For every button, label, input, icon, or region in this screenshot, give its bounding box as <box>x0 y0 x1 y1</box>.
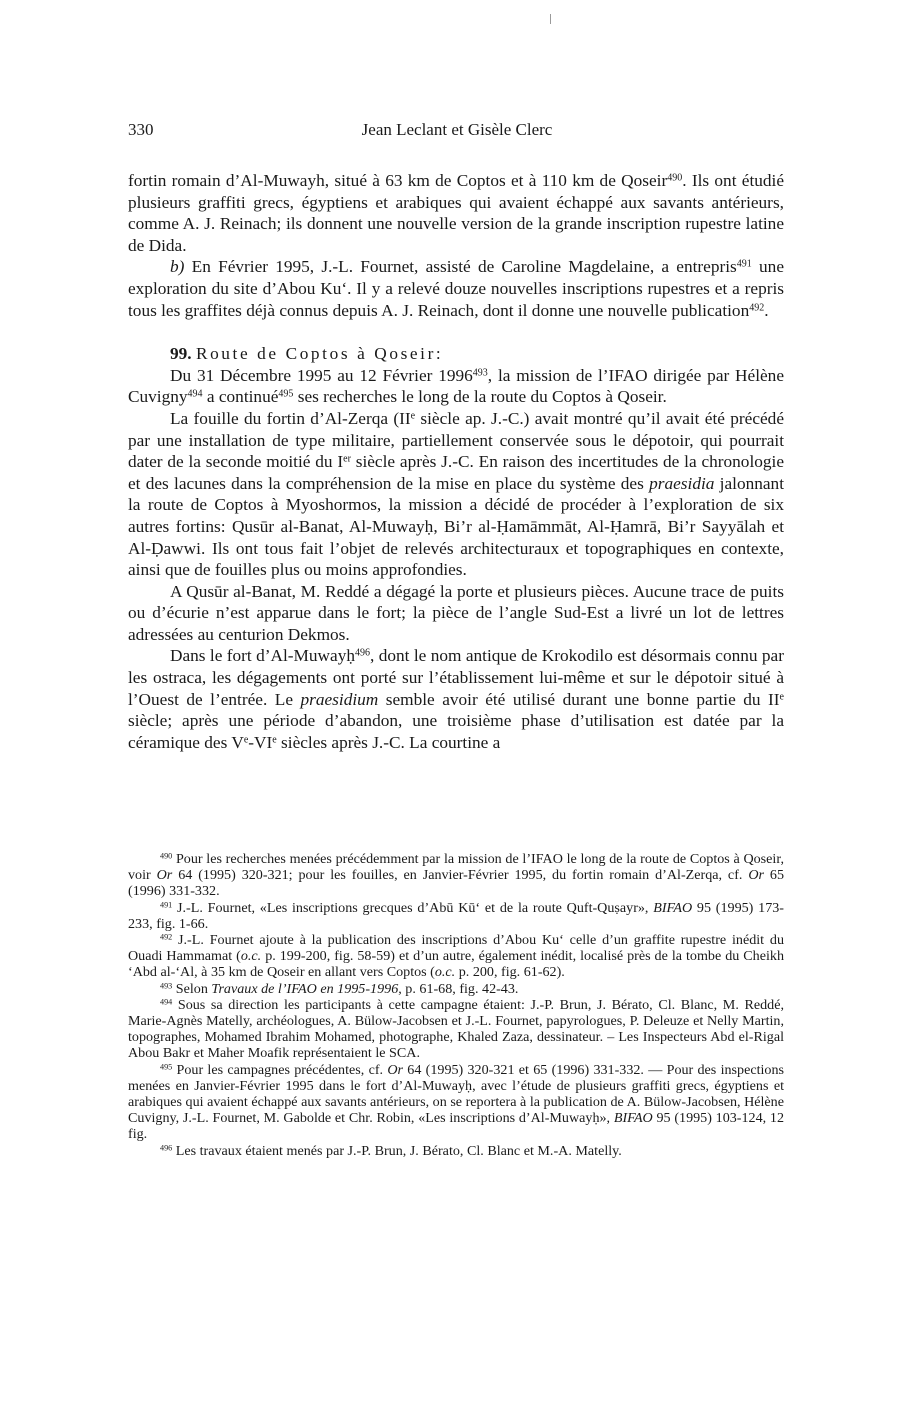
section-number: 99. <box>170 344 192 364</box>
section-title: Route de Coptos à Qoseir: <box>195 344 444 364</box>
page-number: 330 <box>128 120 154 139</box>
footnote-ref-493[interactable]: 493 <box>472 367 488 379</box>
paragraph-2: b) En Février 1995, J.-L. Fournet, assisté de Caroline Magdelaine, a entrepris$^{491}$ une exploration du site d’Abou Ku‘. Il y a relevé douze nouvelles inscriptions rupestres et a repris tous les graffites déjà connus depuis A. J. Reinach, dont il donne une nouvelle publication$^{492}$. <box>128 257 784 320</box>
footnote-ref-496[interactable]: 496 <box>355 647 371 659</box>
item-label-b: b) <box>170 257 185 277</box>
page-header <box>128 120 786 144</box>
footnote-493: $^{493}$ Selon Travaux de l’IFAO en 1995-1996, p. 61-68, fig. 42-43. <box>160 980 519 997</box>
running-head: Jean Leclant et Gisèle Clerc <box>361 120 553 139</box>
paragraph-4: La fouille du fortin d’Al-Zerqa (IIe siècle ap. J.-C.) avait montré qu’il avait été précédé par une installation de type militaire, partiellement conservée sous le dépotoir, qui pourrait dater de la seconde moitié du Ier siècle après J.-C. En raison des incertitudes de la chronologie et des lacunes dans la compréhension de la mise en place du système des praesidia jalonnant la route de Coptos à Myoshormos, la mission a décidé de procéder à l’exploration de six autres fortins: Qusūr al-Banat, Al-Muwayḥ, Bi’r al-Ḥamāmmāt, Al-Ḥamrā, Bi’r Sayyālah et Al-Ḍawwi. Ils ont tous fait l’objet de relevés architecturaux et topographiques en contexte, ainsi que de fouilles plus ou moins approfondies. <box>128 408 785 580</box>
footnote-ref-490[interactable]: 490 <box>667 172 683 184</box>
section-heading <box>128 343 784 365</box>
footnote-492: $^{492}$ J.-L. Fournet ajoute à la publication des inscriptions d’Abou Ku‘ celle d’un graffite rupestre inédit du Ouadi Hammamat (o.c. p. 199-200, fig. 58-59) et d’un autre, également inédit, localisé près de la tombe du Cheikh ‘Abd al-‘Al, à 35 km de Qoseir en allant vers Coptos (o.c. p. 200, fig. 61-62). <box>128 932 784 981</box>
footnote-ref-495[interactable]: 495 <box>278 388 294 400</box>
footnote-496: $^{496}$ Les travaux étaient menés par J.-P. Brun, J. Bérato, Cl. Blanc et M.-A. Matelly. <box>160 1142 622 1159</box>
footnote-ref-494[interactable]: 494 <box>187 388 203 400</box>
main-text <box>128 170 784 753</box>
footnote-ref-491[interactable]: 491 <box>736 258 752 270</box>
crop-mark <box>550 14 551 24</box>
footnote-491: $^{491}$ J.-L. Fournet, «Les inscriptions grecques d’Abū Kū‘ et de la route Quft-Quṣayr», BIFAO 95 (1995) 173-233, fig. 1-66. <box>128 899 785 932</box>
paragraph-6: Dans le fort d’Al-Muwayḥ$^{496}$, dont le nom antique de Krokodilo est désormais connu par les ostraca, les dégagements ont porté sur l’établissement lui-même et sur le dépotoir situé à l’Ouest de l’entrée. Le praesidium semble avoir été utilisé durant une bonne partie du IIe siècle; après une période d’abandon, une troisième phase d’utilisation est datée par la céramique des Ve-VIe siècles après J.-C. La courtine a <box>128 646 784 752</box>
footnotes <box>128 851 784 1159</box>
footnote-494: $^{494}$ Sous sa direction les participants à cette campagne étaient: J.-P. Brun, J. Bérato, Cl. Blanc, M. Reddé, Marie-Agnès Matelly, archéologues, A. Bülow-Jacobsen et J.-L. Fournet, papyrologues, P. Deleuze et Nelly Martin, topographes, Mohamed Ibrahim Mohamed, photographe, Khaled Zaza, dessinateur. – Les Inspecteurs Abd el-Rigal Abou Bakr et Maher Moafik représentaient le SCA. <box>128 996 784 1062</box>
footnote-495: $^{495}$ Pour les campagnes précédentes, cf. Or 64 (1995) 320-321 et 65 (1996) 331-332. — Pour des inspections menées en Janvier-Février 1995 dans le fort d’Al-Muwayḥ, avec l’étude de plusieurs graffiti grecs, égyptiens et arabiques qui avaient échappé aux savants antérieurs, on se reportera à la publication de A. Bülow-Jacobsen, Hélène Cuvigny, J.-L. Fournet, M. Gabolde et Chr. Robin, «Les inscriptions d’Al-Muwayḥ», BIFAO 95 (1995) 103-124, 12 fig. <box>128 1061 785 1143</box>
paragraph-3: Du 31 Décembre 1995 au 12 Février 1996$^{493}$, la mission de l’IFAO dirigée par Hélène Cuvigny$^{494}$ a continué$^{495}$ ses recherches le long de la route du Coptos à Qoseir. <box>128 365 784 407</box>
footnote-490: $^{490}$ Pour les recherches menées précédemment par la mission de l’IFAO le long de la route de Coptos à Qoseir, voir Or 64 (1995) 320-321; pour les fouilles, en Janvier-Février 1995, du fortin romain d’Al-Zerqa, cf. Or 65 (1996) 331-332. <box>128 851 785 900</box>
footnote-ref-492[interactable]: 492 <box>749 302 765 314</box>
paragraph-5: A Qusūr al-Banat, M. Reddé a dégagé la porte et plusieurs pièces. Aucune trace de puits ou d’écurie n’est apparue dans le fort; la pièce de l’angle Sud-Est a livré un lot de lettres adressées au centurion Dekmos. <box>128 581 784 644</box>
paragraph-1: fortin romain d’Al-Muwayh, situé à 63 km de Coptos et à 110 km de Qoseir$^{490}$. Ils ont étudié plusieurs graffiti grecs, égyptiens et arabiques qui avaient échappé aux savants antérieurs, comme A. J. Reinach; ils donnent une nouvelle version de la grande inscription rupestre latine de Dida. <box>128 171 784 255</box>
